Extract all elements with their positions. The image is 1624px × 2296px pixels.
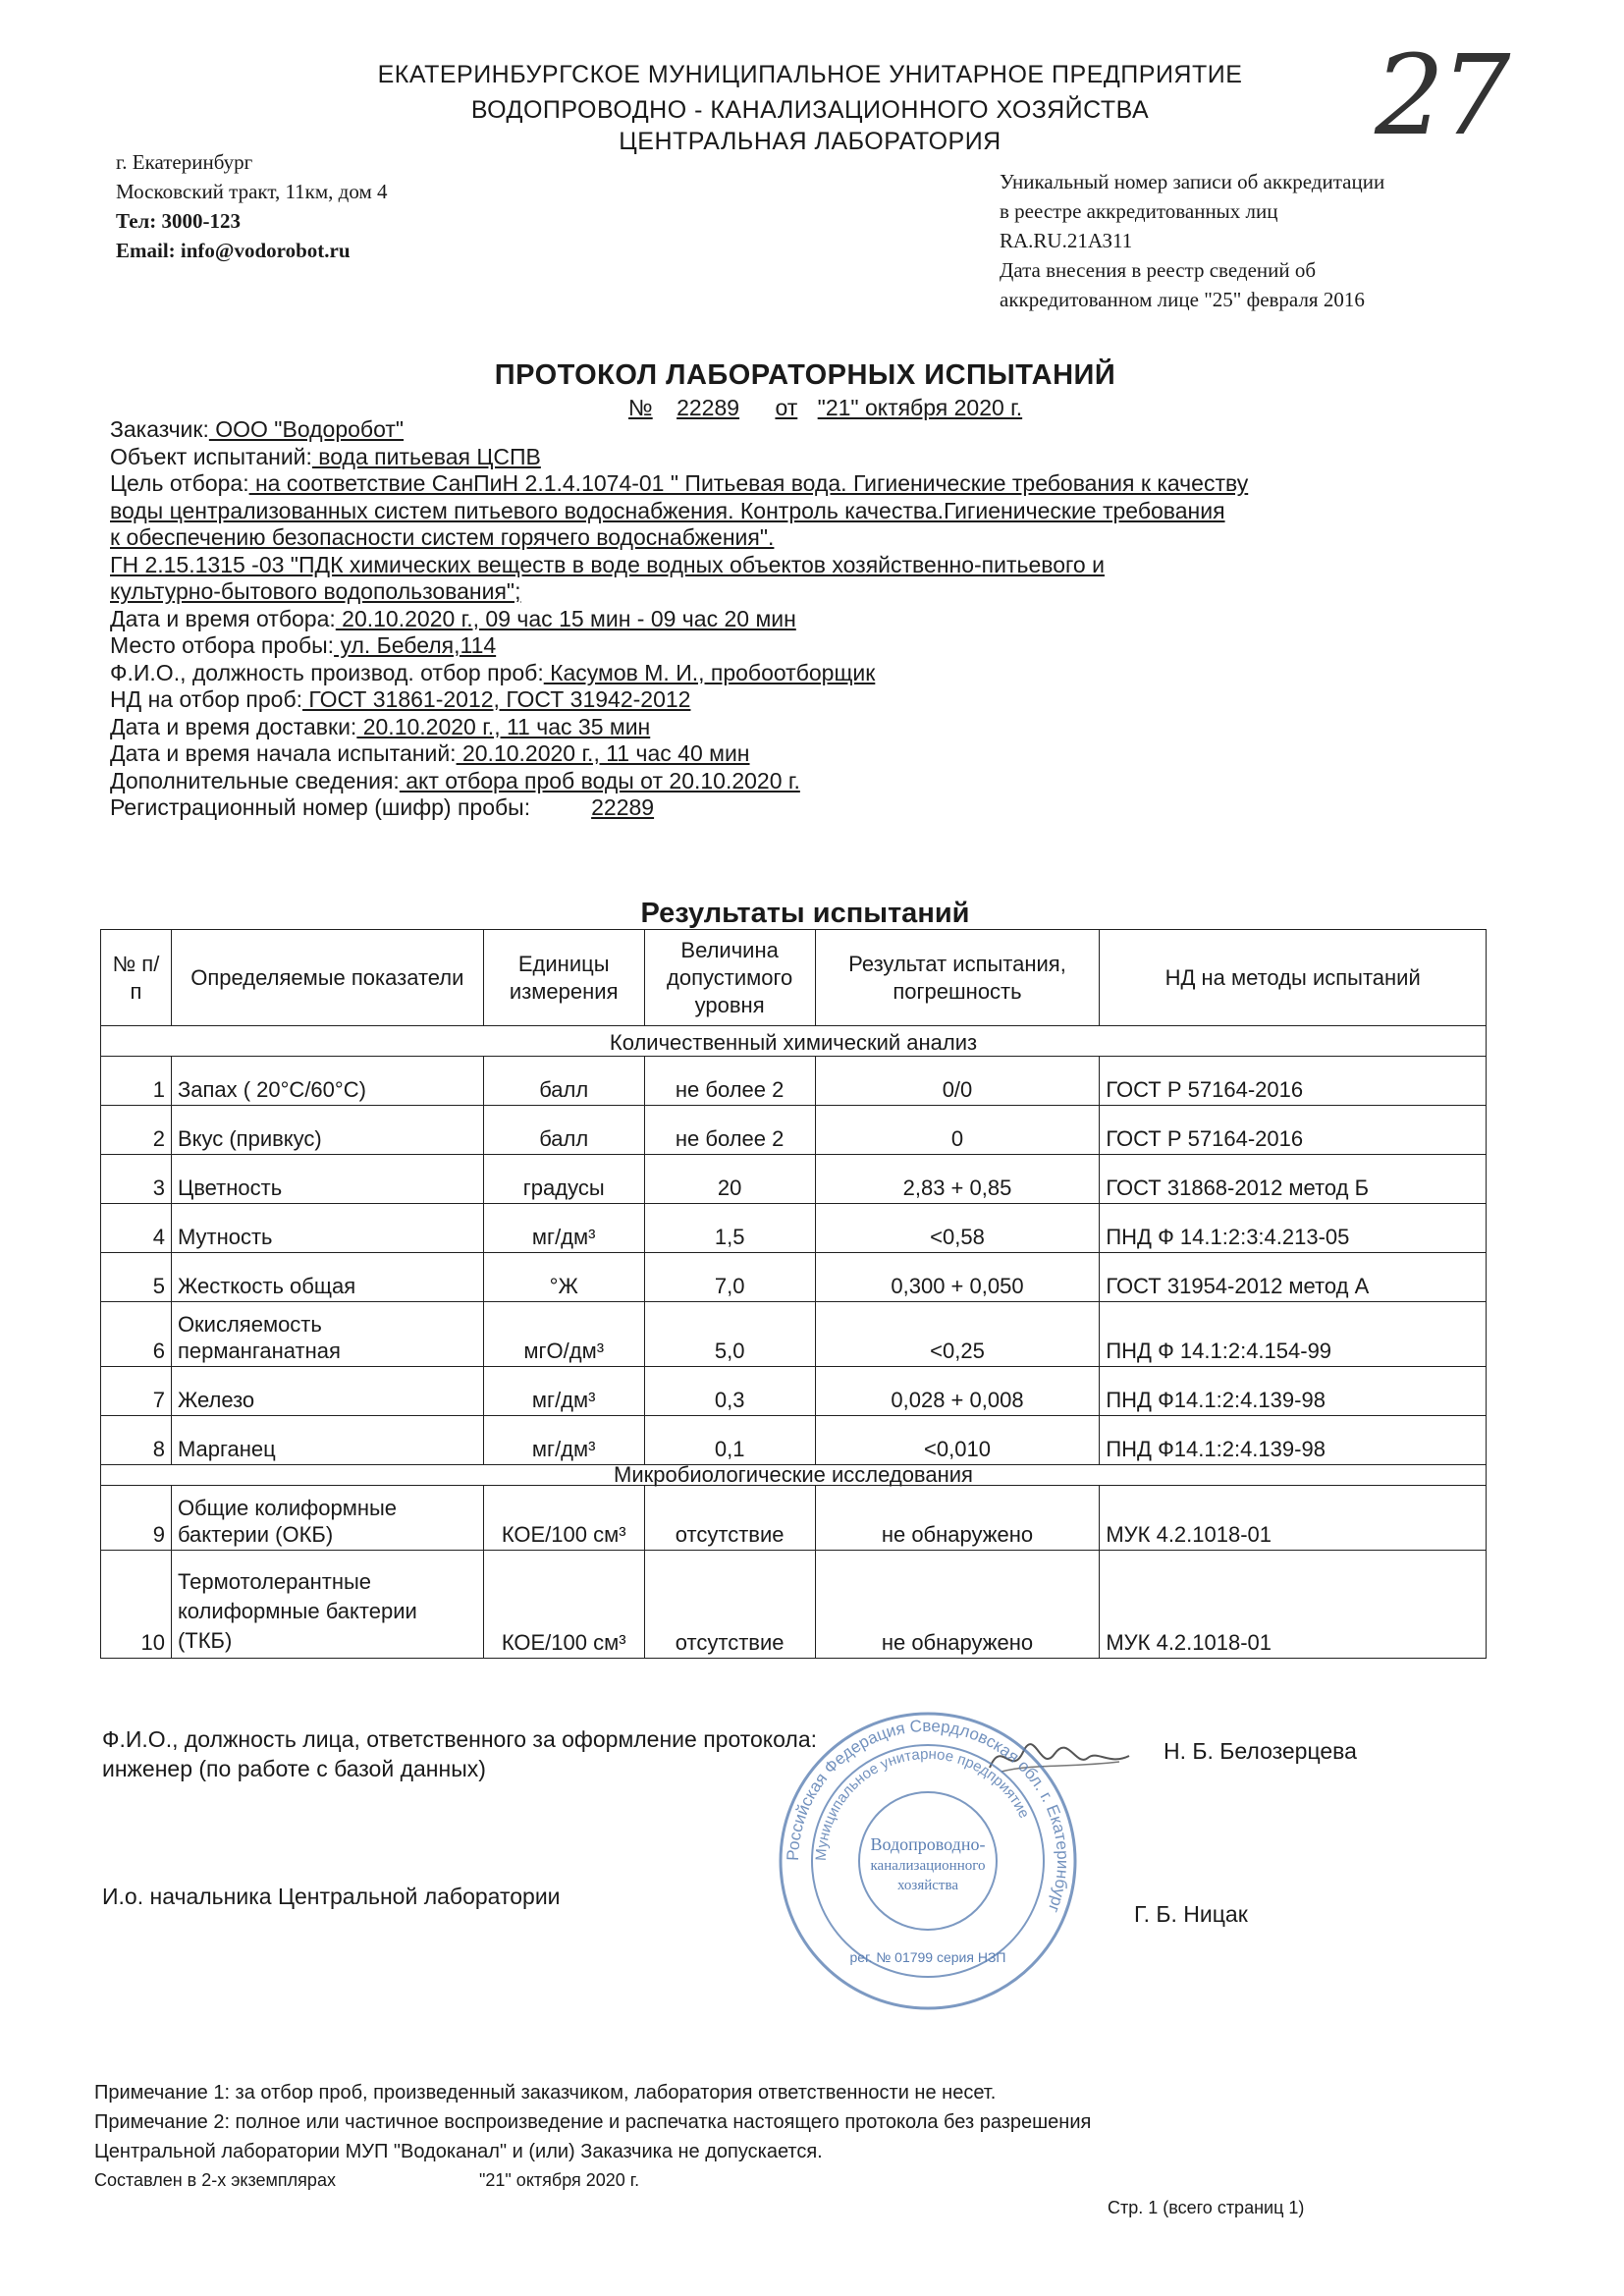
- sampling-nd-row: НД на отбор проб: ГОСТ 31861-2012, ГОСТ 31942-2012: [110, 686, 691, 712]
- reg-number-value: 22289: [591, 794, 655, 820]
- protocol-number: 22289: [677, 395, 740, 420]
- table-row: 7 Железо мг/дм³ 0,3 0,028 + 0,008 ПНД Ф14.1:2:4.139-98: [101, 1367, 1487, 1416]
- responsible-line1: Ф.И.О., должность лица, ответственного за оформление протокола:: [102, 1726, 818, 1752]
- customer-value: ООО "Водоробот": [208, 416, 405, 442]
- delivery-row: Дата и время доставки: 20.10.2020 г., 11 час 35 мин: [110, 713, 651, 739]
- protocol-title: ПРОТОКОЛ ЛАБОРАТОРНЫХ ИСПЫТАНИЙ: [494, 359, 1116, 391]
- table-row: 4 Мутность мг/дм³ 1,5 <0,58 ПНД Ф 14.1:2:3:4.213-05: [101, 1204, 1487, 1253]
- head-label: И.о. начальника Центральной лаборатории: [102, 1884, 561, 1909]
- accreditation-number: RA.RU.21АЗ11: [1000, 229, 1133, 252]
- col-limit: Величина допустимого уровня: [644, 930, 815, 1026]
- org-title-line2: ВОДОПРОВОДНО - КАНАЛИЗАЦИОННОГО ХОЗЯЙСТВА: [470, 96, 1150, 124]
- sampling-datetime-value: 20.10.2020 г., 09 час 15 мин - 09 час 20 мин: [335, 605, 796, 631]
- responsible-person: [102, 1724, 817, 1783]
- accreditation-line3: Дата внесения в реестр сведений об: [1000, 258, 1317, 282]
- purpose-line4: ГН 2.15.1315 -03 "ПДК химических веществ в воде водных объектов хозяйственно-питьевого и: [110, 551, 1105, 577]
- purpose-line5: культурно-бытового водопользования";: [110, 578, 521, 604]
- stamp-bottom: рег. № 01799 серия НЗП: [849, 1949, 1006, 1965]
- col-method: НД на методы испытаний: [1100, 930, 1487, 1026]
- sampler-row: Ф.И.О., должность производ. отбор проб: Касумов М. И., пробоотборщик: [110, 659, 876, 685]
- customer-row: Заказчик: ООО "Водоробот": [110, 416, 405, 442]
- extra-info-value: акт отбора проб воды от 20.10.2020 г.: [399, 767, 800, 793]
- object-value: вода питьевая ЦСПВ: [311, 443, 541, 469]
- col-indicator: Определяемые показатели: [171, 930, 483, 1026]
- col-units: Единицы измерения: [483, 930, 644, 1026]
- test-start-value: 20.10.2020 г., 11 час 40 мин: [456, 740, 750, 766]
- purpose-line3: к обеспечению безопасности систем горячего водоснабжения".: [110, 524, 775, 550]
- results-title: Результаты испытаний: [640, 898, 970, 929]
- results-table: [100, 929, 1487, 1659]
- object-row: Объект испытаний: вода питьевая ЦСПВ: [110, 443, 541, 469]
- note-3: Центральной лаборатории МУП "Водоканал" и (или) Заказчика не допускается.: [94, 2141, 823, 2162]
- sampling-place-row: Место отбора пробы: ул. Бебеля,114: [110, 632, 497, 658]
- org-address-block: [116, 147, 388, 265]
- stamp-outer-text: Российская Федерация Свердловская обл. г. Екатеринбург: [783, 1716, 1073, 1916]
- head-name: Г. Б. Ницак: [1134, 1901, 1248, 1927]
- delivery-value: 20.10.2020 г., 11 час 35 мин: [356, 713, 651, 739]
- responsible-line2: инженер (по работе с базой данных): [102, 1756, 486, 1781]
- col-result: Результат испытания, погрешность: [815, 930, 1100, 1026]
- purpose-line2: воды централизованных систем питьевого водоснабжения. Контроль качества.Гигиенические требования: [110, 497, 1225, 523]
- accreditation-line1: Уникальный номер записи об аккредитации: [1000, 170, 1385, 193]
- handwritten-number: 27: [1375, 32, 1507, 160]
- composed-copies: Составлен в 2-х экземплярах: [94, 2170, 336, 2190]
- purpose-value: на соответствие СанПиН 2.1.4.1074-01 " Питьевая вода. Гигиенические требования к качеству: [248, 470, 1249, 496]
- sampling-nd-value: ГОСТ 31861-2012, ГОСТ 31942-2012: [302, 686, 691, 712]
- table-row: 5 Жесткость общая °Ж 7,0 0,300 + 0,050 ГОСТ 31954-2012 метод А: [101, 1253, 1487, 1302]
- extra-info-row: Дополнительные сведения: акт отбора проб воды от 20.10.2020 г.: [110, 767, 800, 793]
- composed-date: "21" октября 2020 г.: [479, 2170, 640, 2190]
- notes-block: [94, 2078, 1091, 2166]
- city: г. Екатеринбург: [116, 150, 253, 174]
- sampler-value: Касумов М. И., пробоотборщик: [543, 659, 876, 685]
- sampling-place-value: ул. Бебеля,114: [334, 632, 497, 658]
- org-title-line3: ЦЕНТРАЛЬНАЯ ЛАБОРАТОРИЯ: [619, 128, 1001, 155]
- accreditation-line4: аккредитованном лице "25" февраля 2016: [1000, 288, 1365, 311]
- accreditation-line2: в реестре аккредитованных лиц: [1000, 199, 1278, 223]
- protocol-number-label: №: [628, 395, 653, 420]
- purpose-row: Цель отбора: на соответствие СанПиН 2.1.4.1074-01 " Питьевая вода. Гигиенические требования к качеству: [110, 470, 1249, 496]
- table-row: 8 Марганец мг/дм³ 0,1 <0,010 ПНД Ф14.1:2:4.139-98: [101, 1416, 1487, 1465]
- note-2: Примечание 2: полное или частичное воспроизведение и распечатка настоящего протокола без разрешения: [94, 2111, 1092, 2133]
- test-start-row: Дата и время начала испытаний: 20.10.2020 г., 11 час 40 мин: [110, 740, 750, 766]
- phone: Тел: 3000-123: [116, 209, 242, 233]
- stamp-center-2: канализационного: [870, 1858, 986, 1874]
- official-stamp: [776, 1709, 1080, 2013]
- protocol-date: "21" октября 2020 г.: [817, 395, 1023, 420]
- email: Email: info@vodorobot.ru: [116, 239, 351, 262]
- address: Московский тракт, 11км, дом 4: [116, 180, 388, 203]
- section-microbiology: Микробиологические исследования: [101, 1465, 1487, 1486]
- protocol-from-label: от: [775, 395, 798, 420]
- table-row: 2 Вкус (привкус) балл не более 2 0 ГОСТ Р 57164-2016: [101, 1106, 1487, 1155]
- org-title-line1: ЕКАТЕРИНБУРГСКОЕ МУНИЦИПАЛЬНОЕ УНИТАРНОЕ ПРЕДПРИЯТИЕ: [377, 61, 1243, 88]
- col-num: № п/п: [101, 930, 172, 1026]
- section-chemical: Количественный химический анализ: [101, 1026, 1487, 1057]
- stamp-inner-text: Муниципальное унитарное предприятие: [812, 1745, 1033, 1862]
- page-number: Стр. 1 (всего страниц 1): [1108, 2198, 1305, 2217]
- note-1: Примечание 1: за отбор проб, произведенный заказчиком, лаборатория ответственности не несет.: [94, 2082, 997, 2104]
- sampling-datetime-row: Дата и время отбора: 20.10.2020 г., 09 час 15 мин - 09 час 20 мин: [110, 605, 796, 631]
- protocol-info: [110, 416, 1465, 822]
- stamp-center-3: хозяйства: [896, 1878, 959, 1893]
- table-row: 1 Запах ( 20°С/60°С) балл не более 2 0/0 ГОСТ Р 57164-2016: [101, 1057, 1487, 1106]
- table-row: 6 Окисляемость перманганатная мгО/дм³ 5,0 <0,25 ПНД Ф 14.1:2:4.154-99: [101, 1302, 1487, 1367]
- table-row: 9 Общие колиформные бактерии (ОКБ) КОЕ/100 см³ отсутствие не обнаружено МУК 4.2.1018-01: [101, 1486, 1487, 1551]
- table-row: 10 Термотолерантные колиформные бактерии (ТКБ) КОЕ/100 см³ отсутствие не обнаружено МУК 4.2.1018-01: [101, 1551, 1487, 1659]
- responsible-name: Н. Б. Белозерцева: [1164, 1738, 1357, 1764]
- results-header-row: [101, 930, 1487, 1026]
- reg-number-row: Регистрационный номер (шифр) пробы: 22289: [110, 794, 655, 820]
- stamp-center-1: Водопроводно-: [870, 1834, 986, 1854]
- accreditation-block: [1000, 167, 1384, 314]
- table-row: 3 Цветность градусы 20 2,83 + 0,85 ГОСТ 31868-2012 метод Б: [101, 1155, 1487, 1204]
